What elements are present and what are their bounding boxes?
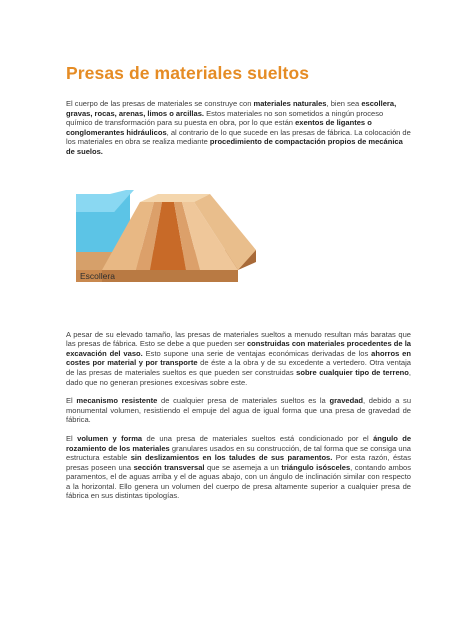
text-run: , al contrario de lo que sucede en las presas de fábrica. La colocación de los materiales en obra se realiza mediante — [66, 127, 411, 147]
document-page — [66, 62, 411, 501]
text-run: , dado que no generan presiones excesivas sobre este. — [66, 367, 411, 387]
text-run: de éste a la obra y de su excedente a vertedero. Otra ventaja de las presas de materiales sueltos es que pueden ser construidas — [66, 358, 411, 377]
page-title: Presas de materiales sueltos — [66, 63, 310, 83]
text-run: que se asemeja a un — [204, 462, 282, 472]
figure-label-escollera: Escollera — [80, 270, 115, 281]
dam-cross-section-figure — [70, 182, 270, 292]
text-run: de cualquier presa de materiales sueltos es la — [157, 396, 330, 406]
bold-text: escollera, gravas, rocas, arenas, limos o arcillas. — [66, 99, 397, 118]
text-run: El cuerpo de las presas de materiales se construye con — [66, 99, 254, 108]
bold-text: sobre cualquier tipo de terreno — [296, 367, 409, 377]
bold-text: ángulo de rozamiento de los materiales — [66, 433, 412, 453]
paragraph-mechanism — [66, 396, 411, 425]
text-run: Por esta razón, éstas presas poseen una — [66, 453, 411, 472]
paragraph-advantages — [66, 330, 411, 388]
bold-text: volumen y forma — [77, 433, 143, 443]
bold-text: procedimiento de compactación propios de mecánica de suelos. — [66, 137, 403, 156]
dam-cross-section-svg — [70, 182, 270, 292]
text-run: granulares usados en su construcción, de tal forma que se consiga una estructura estable — [66, 443, 411, 463]
text-run: , contando ambos paramentos, el de aguas arriba y el de aguas abajo, con un ángulo de inclinación similar con respecto a la horizontal. Ello genera un volumen del cuerpo de presa altamente superior a cualquier presa de fábrica en sus distintas tipologías. — [66, 462, 412, 501]
text-run: El — [66, 396, 77, 406]
bold-text: materiales naturales — [253, 99, 327, 108]
paragraph-shape — [66, 434, 411, 501]
bold-text: mecanismo resistente — [76, 396, 158, 406]
bold-text: sección transversal — [133, 462, 205, 472]
bold-text: ahorros en costes por material y por transporte — [66, 348, 411, 368]
text-run: Estos materiales no son sometidos a ningún proceso químico de transformación para su puesta en obra, por lo que están — [66, 108, 384, 128]
bold-text: exentos de ligantes o conglomerantes hidráulicos — [66, 118, 372, 137]
bold-text: gravedad — [329, 396, 364, 406]
section-base — [102, 270, 238, 282]
text-run: de una presa de materiales sueltos está condicionado por el — [142, 433, 374, 443]
text-run: , debido a su monumental volumen, resistiendo el empuje del agua de igual forma que una presa de gravedad de fábrica. — [66, 396, 412, 425]
text-run: A pesar de su elevado tamaño, las presas de materiales sueltos a menudo resultan más baratas que las presas de fábrica. Esto se debe a que pueden ser — [66, 329, 411, 349]
text-run: , bien sea — [326, 99, 362, 108]
paragraph-intro — [66, 99, 411, 157]
bold-text: triángulo isósceles — [281, 462, 351, 472]
bold-text: construidas con materiales procedentes de la excavación del vaso. — [66, 339, 412, 358]
bold-text: sin deslizamientos en los taludes de sus paramentos. — [130, 453, 333, 463]
text-run: Esto supone una serie de ventajas económicas derivadas de los — [142, 348, 372, 358]
text-run: El — [66, 433, 78, 443]
